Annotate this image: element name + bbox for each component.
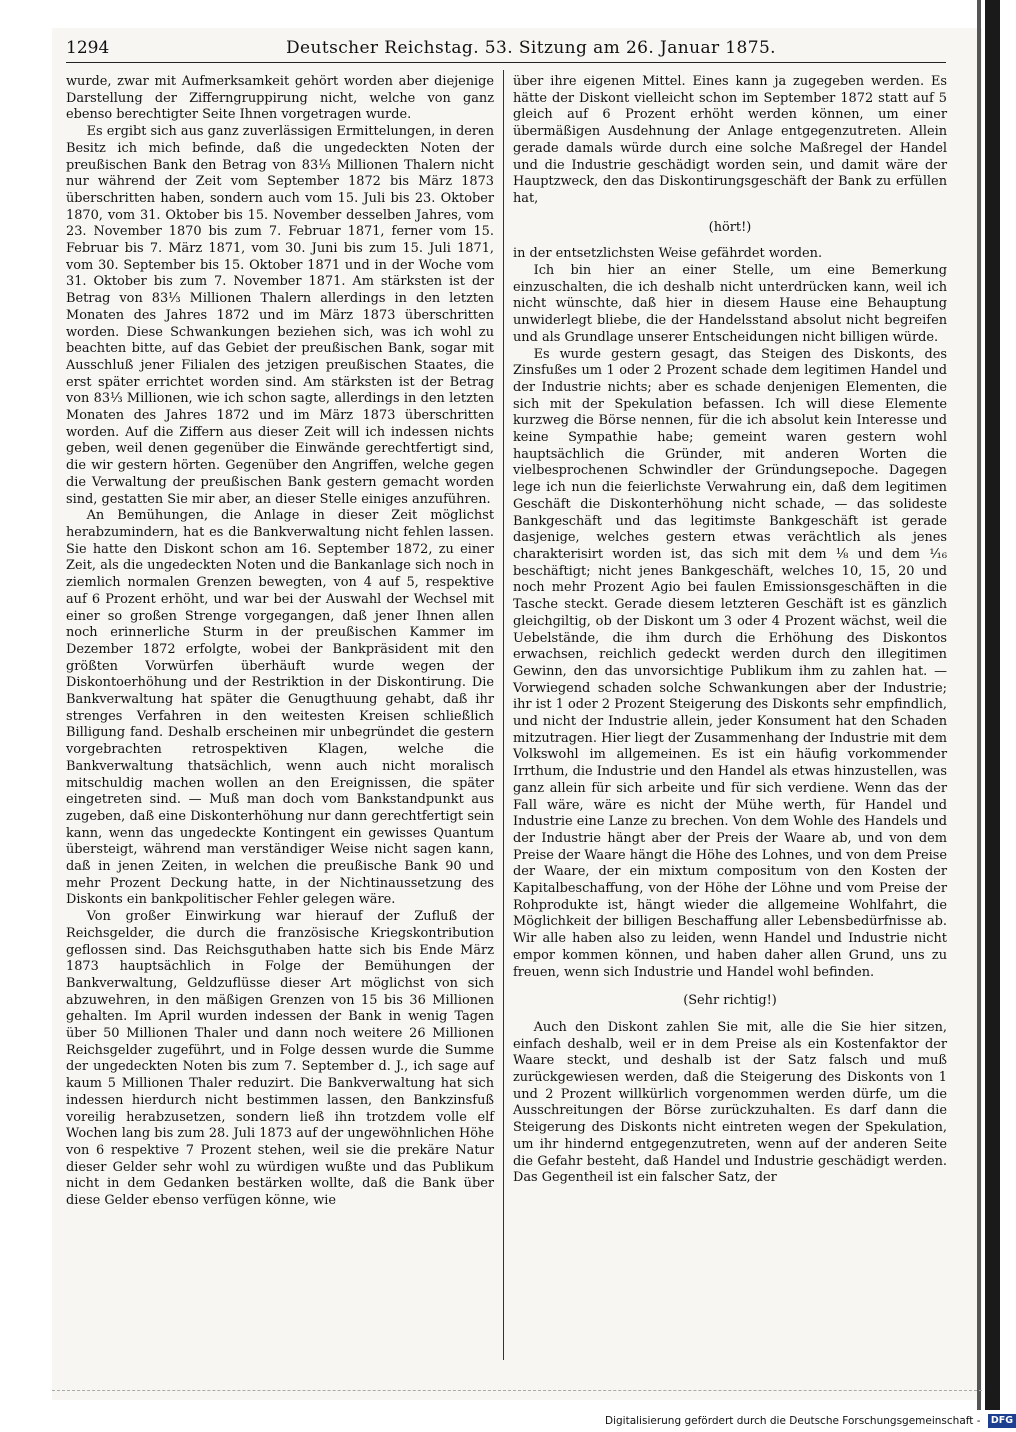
running-title: Deutscher Reichstag. 53. Sitzung am 26. Januar 1875. (286, 38, 776, 58)
paragraph: An Bemühungen, die Anlage in dieser Zeit möglichst herabzumindern, hat es die Bankverwaltung nicht fehlen lassen. Sie hatte den Diskont schon am 16. September 1872, zu einer Zeit, als die ungedeckten Noten und die Bankanlage sich noch in ziemlich normalen Grenzen bewegten, von 4 auf 5, respektive auf 6 Prozent erhöht, und war bei der Auswahl der Wechsel mit einer so großen Strenge vorgegangen, daß jener Ihnen allen noch erinnerliche Sturm in der preußischen Kammer im Dezember 1872 erfolgte, wobei der Bankpräsident mit den größten Vorwürfen überhäuft wurde wegen der Diskontoerhöhung und der Restriktion in der Diskontirung. Die Bankverwaltung hat später die Genugthuung gehabt, daß ihr strenges Verfahren in den weitesten Kreisen schließlich Billigung fand. Deshalb erscheinen mir unbegründet die gestern vorgebrachten retrospektiven Klagen, welche die Bankverwaltung thatsächlich, wenn auch nicht moralisch mitschuldig machen wollen an den Ereignissen, die später eingetreten sind. — Muß man doch vom Bankstandpunkt aus zugeben, daß eine Diskonterhöhung nur dann gerechtfertigt sein kann, wenn das ungedeckte Kontingent ein gewisses Quantum übersteigt, während man verständiger Weise nicht sagen kann, daß in jenen Zeiten, in welchen die preußische Bank 90 und mehr Prozent Deckung hatte, in der Nichtinaussetzung des Diskonts ein bankpolitischer Fehler gelegen wäre. (66, 508, 494, 908)
page-header (66, 34, 946, 63)
paragraph: Ich bin hier an einer Stelle, um eine Bemerkung einzuschalten, die ich deshalb nicht unterdrücken kann, weil ich nicht wünschte, daß hier in diesem Hause eine Behauptung unwiderlegt bliebe, die der Handelsstand absolut nicht begreifen und als Grundlage unserer Entscheidungen nicht billigen würde. (513, 263, 947, 345)
paragraph: Es wurde gestern gesagt, das Steigen des Diskonts, des Zinsfußes um 1 oder 2 Prozent schade dem legitimen Handel und der Industrie nichts; aber es schade denjenigen Elementen, die sich mit der Spekulation befassen. Ich will diese Elemente kurzweg die Börse nennen, für die ich absolut kein Interesse und keine Sympathie habe; gemeint waren gestern wohl hauptsächlich die Gründer, mit anderen Worten die vielbesprochenen Schwindler der Gründungsepoche. Dagegen lege ich nun die feierlichste Verwahrung ein, daß dem legitimen Geschäft die Diskonterhöhung nicht schade, — das solideste Bankgeschäft und das legitimste Bankgeschäft ist gerade dasjenige, welches gestern etwas verächtlich als jenes charakterisirt worden ist, das sich mit dem ⅛ und dem ¹⁄₁₆ beschäftigt; nicht jenes Bankgeschäft, welches 10, 15, 20 und noch mehr Prozent Agio bei faulen Emissionsgeschäften in die Tasche steckt. Gerade diesem letzteren Geschäft ist es gänzlich gleichgiltig, ob der Diskont um 3 oder 4 Prozent wächst, weil die Uebelstände, die ihm durch die Erhöhung des Diskontos erwachsen, reichlich gedeckt werden durch den illegitimen Gewinn, den das unvorsichtige Publikum ihm zu zahlen hat. — Vorwiegend schaden solche Schwankungen aber der Industrie; ihr ist 1 oder 2 Prozent Steigerung des Diskonts sehr empfindlich, und nicht der Industrie allein, jeder Konsument hat den Schaden mitzutragen. Hier liegt der Zusammenhang der Industrie mit dem Volkswohl im allgemeinen. Es ist ein häufig vorkommender Irrthum, die Industrie und den Handel als etwas hinzustellen, was ganz allein für sich arbeite und für sich verdiene. Wenn das der Fall wäre, wäre es nicht der Mühe werth, für Handel und Industrie eine Lanze zu brechen. Von dem Wohle des Handels und der Industrie hängt aber der Preis der Waare ab, und von dem Preise der Waare hängt die Höhe des Lohnes, und von dem Preise der Waare, der ein mixtum compositum von den Kosten der Kapitalbeschaffung, von der Höhe der Löhne und vom Preise der Rohprodukte ist, hängt wieder die allgemeine Wohlfahrt, die Möglichkeit der billigen Beschaffung aller Lebensbedürfnisse ab. Wir alle haben also zu leiden, wenn Handel und Industrie nicht empor kommen können, und haben daher allen Grund, uns zu freuen, wenn sich Industrie und Handel wohl befinden. (513, 346, 947, 980)
left-text-column (66, 74, 494, 1210)
footer-rule (52, 1390, 982, 1391)
interjection: (Sehr richtig!) (683, 993, 777, 1009)
right-text-column (513, 74, 947, 1187)
dfg-logo: DFG (988, 1414, 1016, 1428)
scan-edge-shadow (985, 0, 1000, 1410)
interjection: (hört!) (708, 219, 752, 235)
scan-edge-line (977, 0, 981, 1410)
paragraph: Von großer Einwirkung war hierauf der Zufluß der Reichsgelder, die durch die französische Kriegskontribution geflossen sind. Das Reichsguthaben hatte sich bis Ende März 1873 hauptsächlich in Folge der Bemühungen der Bankverwaltung, Geldzuflüsse dieser Art möglichst von sich abzuwehren, in den mäßigen Grenzen von 15 bis 36 Millionen gehalten. Im April wurden indessen der Bank in wenig Tagen über 50 Millionen Thaler und dann noch weitere 26 Millionen Reichsgelder zugeführt, und in Folge dessen wurde die Summe der ungedeckten Noten bis zum 7. September d. J., ich sage auf kaum 5 Millionen Thaler reduzirt. Die Bankverwaltung hat sich indessen hierdurch nicht bestimmen lassen, den Bankzinsfuß voreilig herabzusetzen, sondern ließ ihn trotzdem volle elf Wochen lang bis zum 28. Juli 1873 auf der ungewöhnlichen Höhe von 6 respektive 7 Prozent stehen, weil sie die prekäre Natur dieser Gelder sehr wohl zu würdigen wußte und das Publikum nicht in dem Gedanken bestärken wollte, daß die Bank über diese Gelder ebenso verfügen könne, wie (66, 909, 494, 1209)
paragraph: über ihre eigenen Mittel. Eines kann ja zugegeben werden. Es hätte der Diskont vielleicht schon im September 1872 statt auf 5 gleich auf 6 Prozent erhöht werden können, um einer übermäßigen Ausdehnung der Anlage entgegenzutreten. Allein gerade damals würde durch eine solche Maßregel der Handel und die Industrie geschädigt worden sein, und damit wäre der Hauptzweck, den das Diskontirungsgeschäft der Bank zu erfüllen hat, (513, 74, 947, 206)
paragraph: Auch den Diskont zahlen Sie mit, alle die Sie hier sitzen, einfach deshalb, weil er in dem Preise als ein Kostenfaktor der Waare steckt, und deshalb ist der Satz falsch und muß zurückgewiesen werden, daß die Steigerung des Diskonts von 1 und 2 Prozent willkürlich vorgenommen werden dürfe, um die Ausschreitungen der Börse zurückzuhalten. Es darf dann die Steigerung des Diskonts nicht eintreten wegen der Spekulation, um ihr hindernd entgegenzutreten, wenn auf der anderen Seite die Gefahr besteht, daß Handel und Industrie geschädigt werden. Das Gegentheil ist ein falscher Satz, der (513, 1019, 947, 1186)
page-number: 1294 (66, 38, 110, 58)
credit-text: Digitalisierung gefördert durch die Deutsche Forschungsgemeinschaft - (605, 1415, 981, 1427)
paragraph: in der entsetzlichsten Weise gefährdet worden. (513, 246, 823, 262)
column-divider (503, 70, 504, 1360)
paragraph: wurde, zwar mit Aufmerksamkeit gehört worden aber diejenige Darstellung der Zifferngruppirung nicht, welche von ganz ebenso berechtigter Seite Ihnen vorgetragen wurde. (66, 74, 494, 123)
digitization-credit (605, 1411, 1014, 1431)
paragraph: Es ergibt sich aus ganz zuverlässigen Ermittelungen, in deren Besitz ich mich befinde, daß die ungedeckten Noten der preußischen Bank den Betrag von 83⅓ Millionen Thalern nicht nur während der Zeit vom September 1872 bis März 1873 überschritten haben, sondern auch vom 15. Juli bis 23. Oktober 1870, vom 31. Oktober bis 15. November desselben Jahres, vom 23. November 1870 bis zum 7. Februar 1871, ferner vom 15. Februar bis 7. März 1871, vom 30. Juni bis zum 15. Juli 1871, vom 30. September bis 15. Oktober 1871 und in der Woche vom 31. Oktober bis zum 7. November 1871. Am stärksten ist der Betrag von 83⅓ Millionen Thalern allerdings in den letzten Monaten des Jahres 1872 und im März 1873 überschritten worden. Diese Schwankungen beziehen sich, was ich wohl zu beachten bitte, auf das Gebiet der preußischen Bank, sogar mit Ausschluß jener Filialen des jetzigen preußischen Staates, die erst später errichtet worden sind. Am stärksten ist der Betrag von 83⅓ Millionen, wie ich schon sagte, allerdings in den letzten Monaten des Jahres 1872 und im März 1873 überschritten worden. Auf die Ziffern aus dieser Zeit will ich indessen nichts geben, weil denen gegenüber die Einwände gerechtfertigt sind, die wir gestern hörten. Gegenüber den Angriffen, welche gegen die Verwaltung der preußischen Bank gestern gemacht worden sind, gestatten Sie mir aber, an dieser Stelle einiges anzuführen. (66, 124, 494, 507)
